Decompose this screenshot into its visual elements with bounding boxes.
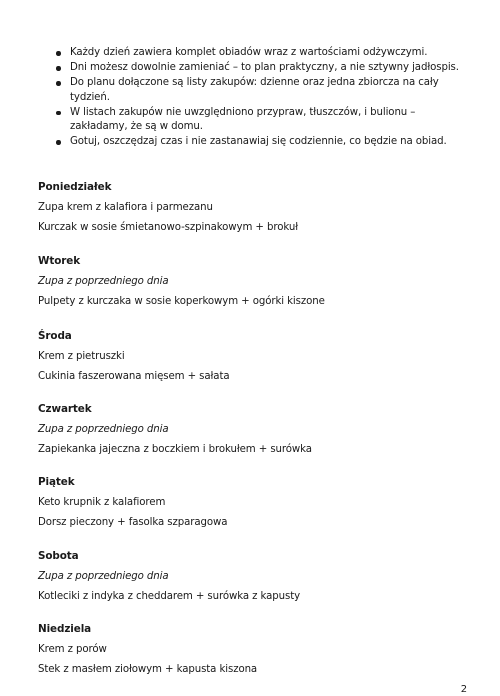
day-soup: Zupa krem z kalafiora i parmezanu	[38, 202, 213, 213]
bullet-dot-icon	[56, 81, 61, 86]
day-monday	[38, 181, 468, 234]
day-sunday	[38, 623, 468, 676]
intro-bullet	[54, 46, 474, 61]
day-heading: Wtorek	[38, 255, 81, 267]
intro-bullet	[54, 76, 474, 105]
day-friday	[38, 476, 468, 529]
page-number: 2	[460, 684, 467, 695]
day-soup: Krem z pietruszki	[38, 351, 125, 362]
day-main-course: Pulpety z kurczaka w sosie koperkowym + ogórki kiszone	[38, 296, 325, 307]
day-saturday	[38, 550, 468, 603]
bullet-dot-icon	[56, 111, 61, 116]
day-main-course: Cukinia faszerowana mięsem + sałata	[38, 371, 230, 382]
intro-bullet	[54, 106, 474, 135]
intro-bullet-text: Gotuj, oszczędzaj czas i nie zastanawiaj się codziennie, co będzie na obiad.	[70, 136, 447, 148]
bullet-dot-icon	[56, 51, 61, 56]
day-heading: Czwartek	[38, 403, 92, 415]
intro-bullet-text: W listach zakupów nie uwzględniono przypraw, tłuszczów, i bulionu – zakładamy, że są w domu.	[70, 106, 416, 133]
day-heading: Poniedziałek	[38, 181, 112, 193]
intro-bullet-text: Do planu dołączone są listy zakupów: dzienne oraz jedna zbiorcza na cały tydzień.	[70, 77, 439, 103]
day-heading: Niedziela	[38, 623, 92, 635]
bullet-dot-icon	[56, 140, 61, 145]
day-soup: Krem z porów	[38, 644, 107, 655]
day-main-course: Stek z masłem ziołowym + kapusta kiszona	[38, 664, 258, 675]
day-soup: Zupa z poprzedniego dnia	[38, 276, 169, 287]
intro-bullet-text: Dni możesz dowolnie zamieniać – to plan praktyczny, a nie sztywny jadłospis.	[70, 62, 459, 74]
day-soup: Keto krupnik z kalafiorem	[38, 497, 166, 508]
day-heading: Piątek	[38, 476, 75, 488]
bullet-dot-icon	[56, 66, 61, 71]
day-heading: Środa	[38, 330, 72, 342]
intro-bullet-text: Każdy dzień zawiera komplet obiadów wraz z wartościami odżywczymi.	[70, 47, 428, 58]
day-main-course: Dorsz pieczony + fasolka szparagowa	[38, 517, 228, 528]
intro-bullet	[54, 61, 474, 76]
intro-bullet	[54, 135, 474, 150]
day-main-course: Zapiekanka jajeczna z boczkiem i brokułem + surówka	[38, 444, 312, 455]
day-main-course: Kotleciki z indyka z cheddarem + surówka z kapusty	[38, 591, 301, 602]
intro-bullet-list	[54, 46, 474, 150]
day-soup: Zupa z poprzedniego dnia	[38, 571, 169, 582]
day-thursday	[38, 403, 468, 456]
day-main-course: Kurczak w sosie śmietanowo-szpinakowym + brokuł	[38, 222, 298, 233]
day-heading: Sobota	[38, 550, 79, 562]
day-soup: Zupa z poprzedniego dnia	[38, 424, 169, 435]
day-wednesday	[38, 330, 468, 383]
day-tuesday	[38, 255, 468, 308]
